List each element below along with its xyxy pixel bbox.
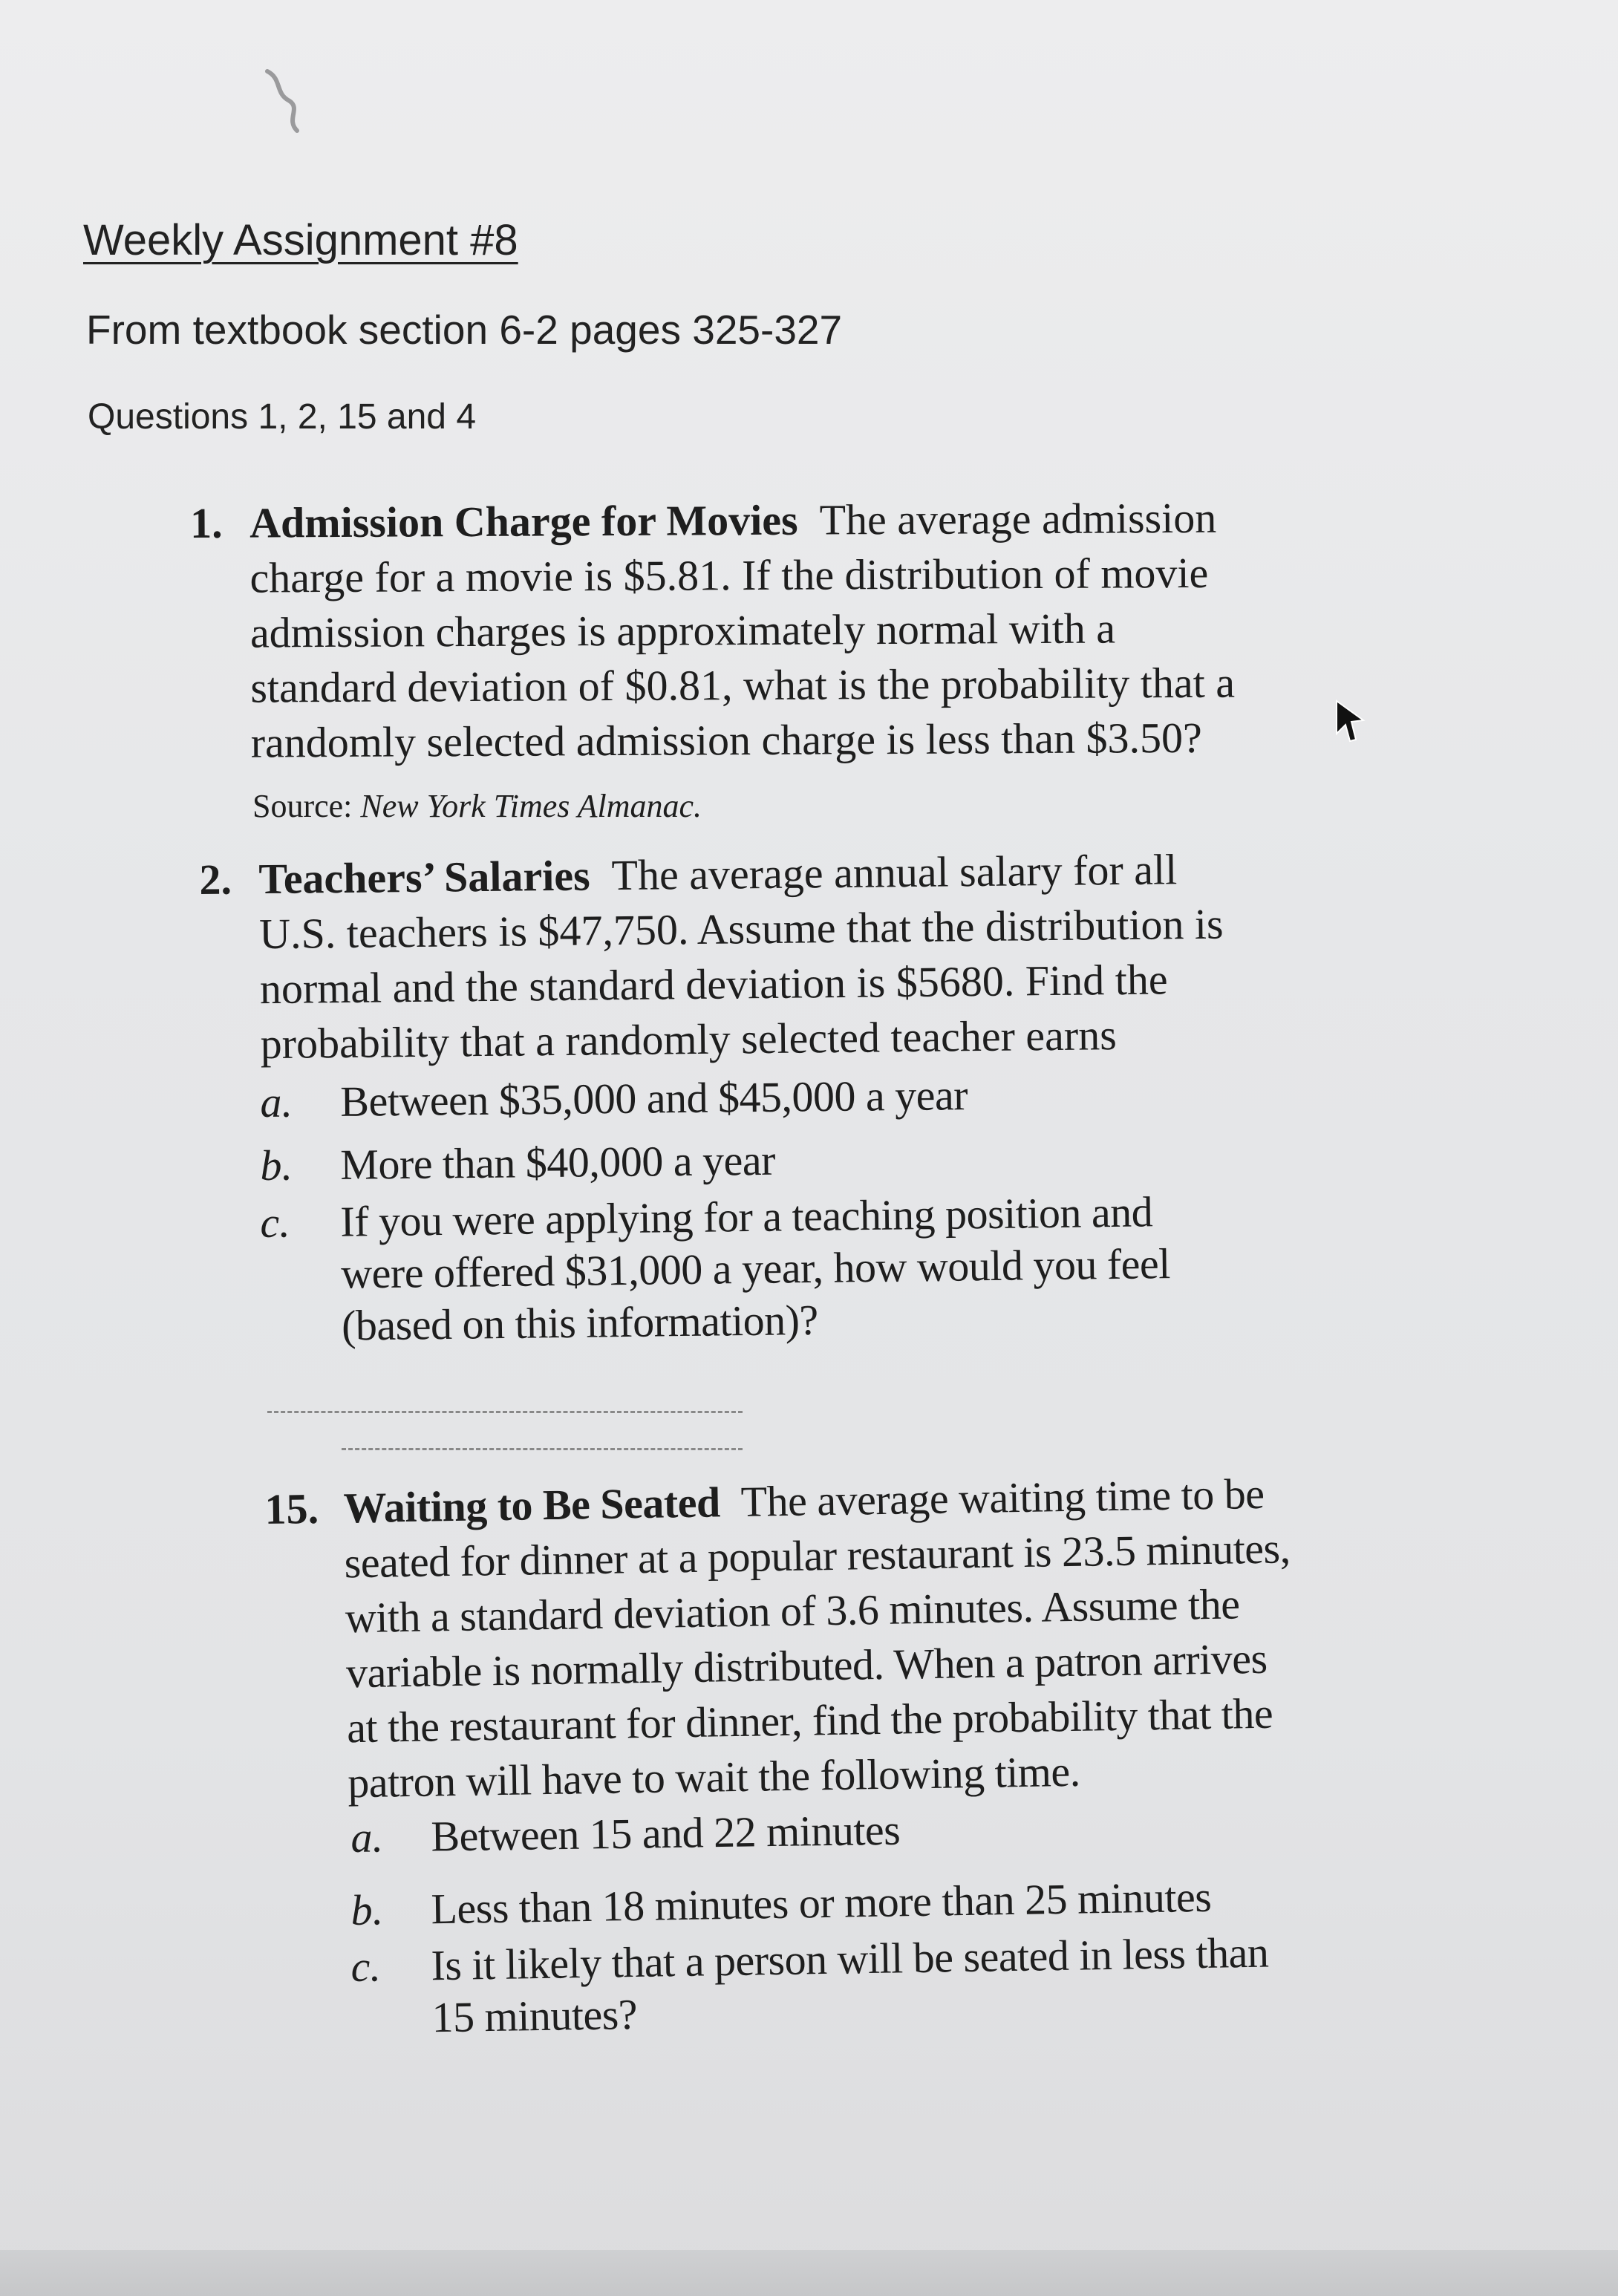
part-line: 15 minutes? (431, 1989, 638, 2042)
part-label: c. (260, 1198, 291, 1247)
source-label: Source: (252, 788, 353, 824)
part-text (340, 1186, 1171, 1352)
problem-line: normal and the standard deviation is $5680. Find the (259, 955, 1168, 1014)
part-text: Between 15 and 22 minutes (431, 1805, 901, 1861)
assignment-title: Weekly Assignment #8 (83, 216, 518, 264)
pen-mark-icon (260, 64, 312, 138)
problem-1 (190, 490, 1348, 767)
textbook-reference: From textbook section 6-2 pages 325-327 (86, 307, 843, 353)
problem-line: Waiting to Be Seated The average waiting time to be (343, 1469, 1265, 1533)
part-label: a. (350, 1813, 384, 1862)
problem-text (249, 491, 1236, 771)
problem-line: at the restaurant for dinner, find the probability that the (346, 1689, 1273, 1752)
part-line: If you were applying for a teaching position and (340, 1187, 1153, 1246)
problem-line: randomly selected admission charge is less than $3.50? (250, 713, 1202, 767)
problem-line: patron will have to wait the following time. (347, 1747, 1081, 1807)
problem-line: U.S. teachers is $47,750. Assume that the distribution is (258, 899, 1224, 959)
screen-bottom-bezel (0, 2250, 1618, 2296)
problem-number: 2. (199, 855, 232, 904)
problem-line: Admission Charge for Movies The average admission (249, 493, 1217, 547)
part-text: Less than 18 minutes or more than 25 minutes (431, 1872, 1212, 1934)
question-list: Questions 1, 2, 15 and 4 (88, 397, 477, 437)
problem-line: charge for a movie is $5.81. If the distribution of movie (249, 548, 1209, 602)
problem-line: with a standard deviation of 3.6 minutes. Assume the (345, 1579, 1240, 1643)
source-citation (252, 787, 702, 825)
part-text (431, 1927, 1270, 2044)
divider (342, 1448, 743, 1450)
divider (267, 1411, 743, 1413)
problem-heading: Teachers’ Salaries (258, 851, 590, 904)
problem-text (258, 842, 1224, 1072)
part-label: b. (350, 1885, 384, 1934)
mouse-cursor-icon (1334, 698, 1366, 743)
part-line: were offered $31,000 a year, how would you feel (340, 1239, 1171, 1298)
problem-number: 15. (264, 1484, 319, 1533)
part-label: c. (350, 1942, 382, 1991)
problem-line: Teachers’ Salaries The average annual salary for all (258, 845, 1178, 904)
source-name: New York Times Almanac. (360, 788, 702, 824)
illegible-cropped-line (267, 1411, 743, 1455)
problem-line: probability that a randomly selected teacher earns (260, 1011, 1118, 1069)
problem-text (343, 1466, 1294, 1810)
problem-line: seated for dinner at a popular restaurant is 23.5 minutes, (344, 1524, 1291, 1588)
part-line: (based on this information)? (341, 1295, 819, 1350)
part-label: b. (260, 1141, 293, 1190)
part-text: Between $35,000 and $45,000 a year (340, 1071, 968, 1126)
problem-line: standard deviation of $0.81, what is the probability that a (250, 658, 1236, 712)
problem-heading: Waiting to Be Seated (343, 1478, 721, 1533)
part-line: Is it likely that a person will be seated in less than (431, 1928, 1269, 1990)
problem-line: variable is normally distributed. When a patron arrives (345, 1634, 1268, 1697)
problem-number: 1. (190, 498, 223, 547)
problem-heading: Admission Charge for Movies (249, 495, 798, 547)
part-label: a. (260, 1077, 293, 1126)
problem-line: admission charges is approximately normal with a (249, 604, 1116, 657)
problem-15 (264, 1464, 1423, 1807)
problem-2 (199, 841, 1357, 1069)
part-text: More than $40,000 a year (340, 1135, 776, 1189)
